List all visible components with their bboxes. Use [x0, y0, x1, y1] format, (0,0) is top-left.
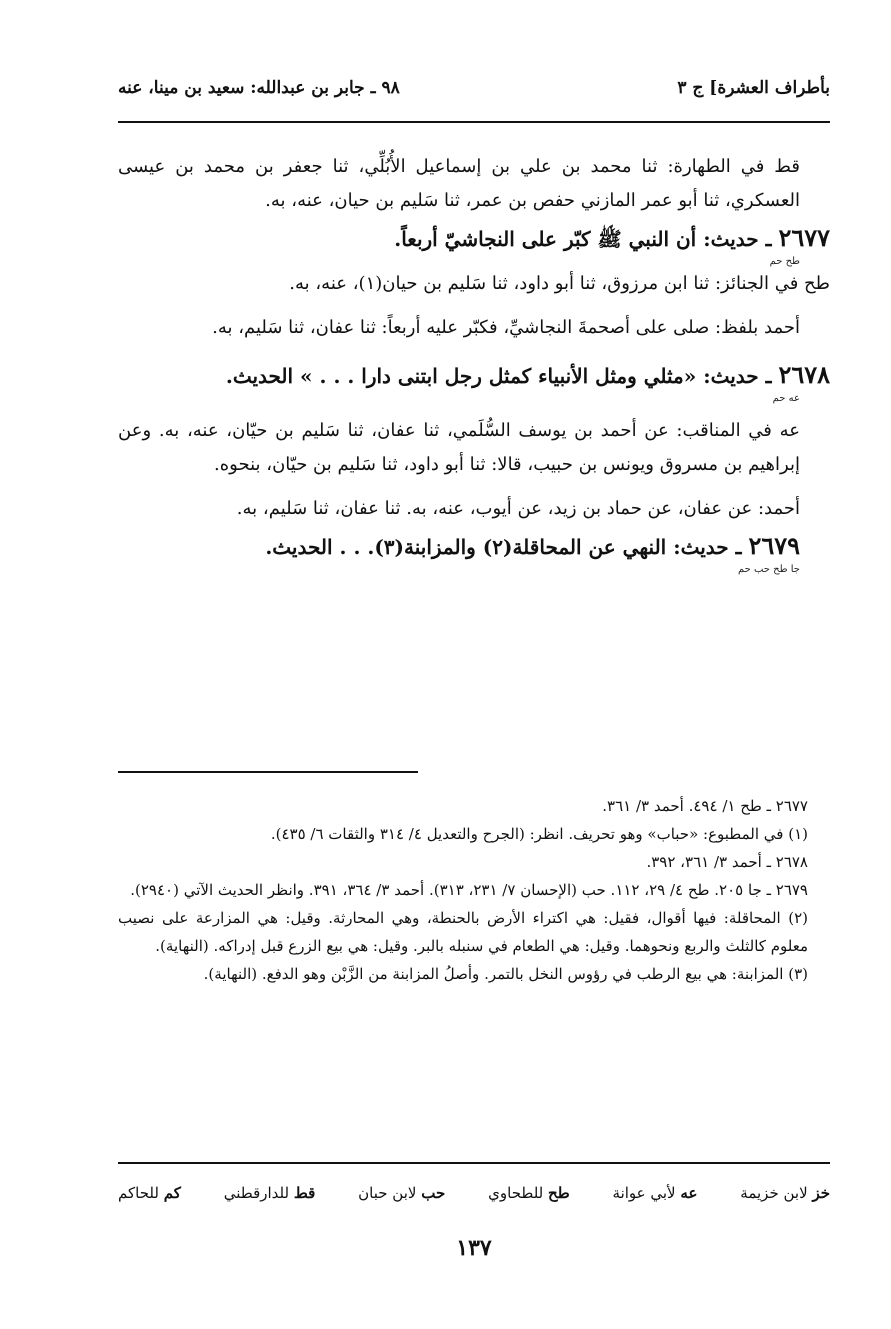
footnote: (٢) المحاقلة: فيها أقوال، فقيل: هي اكتراء الأرض بالحنطة، وهي المحارثة. وقيل: هي المزارعة على نصيب معلوم كالثلث والربع ونحوهما. وقيل: هي الطعام في سنبله بالبر. وقيل: هي بيع الزرع قبل إدراكه. (النهاية). [118, 909, 808, 955]
footer-rule [118, 1162, 830, 1164]
abbreviation-key [118, 1184, 830, 1202]
header-chapter-title: ٩٨ ـ جابر بن عبدالله: سعيد بن مينا، عنه [118, 78, 400, 98]
abbreviation-item: كم للحاكم [118, 1184, 181, 1202]
paragraph: عه في المناقب: عن أحمد بن يوسف السُّلَمي، ثنا عفان، ثنا سَليم بن حيّان، عنه، به. وعن إبراهيم بن مسروق ويونس بن حبيب، قالا: ثنا أبو داود، ثنا سَليم بن حيّان، بنحوه. [118, 420, 800, 475]
footnote: (٣) المزابنة: هي بيع الرطب في رؤوس النخل بالتمر. وأصلُ المزابنة من الزَّبْن وهو الدفع. (النهاية). [203, 965, 808, 983]
hadith-2679 [118, 528, 830, 565]
hadith-sigla: عه حم [772, 393, 800, 404]
hadith-number: ٢٦٧٩ [748, 531, 800, 560]
footnote-rule [118, 771, 418, 773]
footnote: ٢٦٧٧ ـ طح ١/ ٤٩٤. أحمد ٣/ ٣٦١. [602, 797, 808, 815]
footnote: (١) في المطبوع: «حباب» وهو تحريف. انظر: (الجرح والتعديل ٤/ ٣١٤ والثقات ٦/ ٤٣٥). [270, 825, 808, 843]
document-page [118, 0, 830, 1329]
footnote: ٢٦٧٨ ـ أحمد ٣/ ٣٦١، ٣٩٢. [646, 853, 808, 871]
footnote: ٢٦٧٩ ـ جا ٢٠٥. طح ٤/ ٢٩، ١١٢. حب (الإحسان ٧/ ٢٣١، ٣١٣). أحمد ٣/ ٣٦٤، ٣٩١. وانظر الحديث الآتي (٢٩٤٠). [130, 881, 808, 899]
header-rule [118, 121, 830, 123]
paragraph: أحمد: عن عفان، عن حماد بن زيد، عن أيوب، عنه، به. ثنا عفان، ثنا سَليم، به. [236, 498, 800, 519]
hadith-text: ـ حديث: «مثلي ومثل الأنبياء كمثل رجل ابتنى دارا . . . » الحديث. [225, 364, 772, 388]
hadith-sigla: طح حم [769, 256, 800, 267]
footnotes [118, 792, 830, 988]
header-book-title: بأطراف العشرة] ج ٣ [677, 78, 830, 98]
abbreviation-item: عه لأبي عوانة [612, 1184, 698, 1202]
hadith-text: ـ حديث: النهي عن المحاقلة(٢) والمزابنة(٣). . . الحديث. [265, 535, 742, 559]
main-text [118, 150, 830, 575]
hadith-number: ٢٦٧٧ [778, 223, 830, 252]
page-number: ١٣٧ [456, 1235, 492, 1261]
hadith-number: ٢٦٧٨ [778, 360, 830, 389]
abbreviation-item: طح للطحاوي [488, 1184, 570, 1202]
abbreviation-item: حب لابن حبان [358, 1184, 446, 1202]
paragraph: طح في الجنائز: ثنا ابن مرزوق، ثنا أبو داود، ثنا سَليم بن حيان(١)، عنه، به. [289, 273, 830, 294]
hadith-sigla: جا طح حب حم [737, 564, 800, 575]
running-header [118, 78, 830, 104]
hadith-2678 [118, 357, 830, 394]
paragraph: قط في الطهارة: ثنا محمد بن علي بن إسماعيل الأُبُلِّي، ثنا جعفر بن محمد بن عيسى العسكري، ثنا أبو عمر المازني حفص بن عمر، ثنا سَليم بن حيان، عنه، به. [118, 156, 800, 211]
paragraph: أحمد بلفظ: صلى على أصحمةَ النجاشيِّ، فكبّر عليه أربعاً: ثنا عفان، ثنا سَليم، به. [212, 317, 800, 338]
hadith-2677 [118, 220, 830, 257]
abbreviation-item: قط للدارقطني [223, 1184, 316, 1202]
abbreviation-item: خز لابن خزيمة [740, 1184, 830, 1202]
hadith-text: ـ حديث: أن النبي ﷺ كبّر على النجاشيّ أربعاً. [394, 227, 772, 251]
